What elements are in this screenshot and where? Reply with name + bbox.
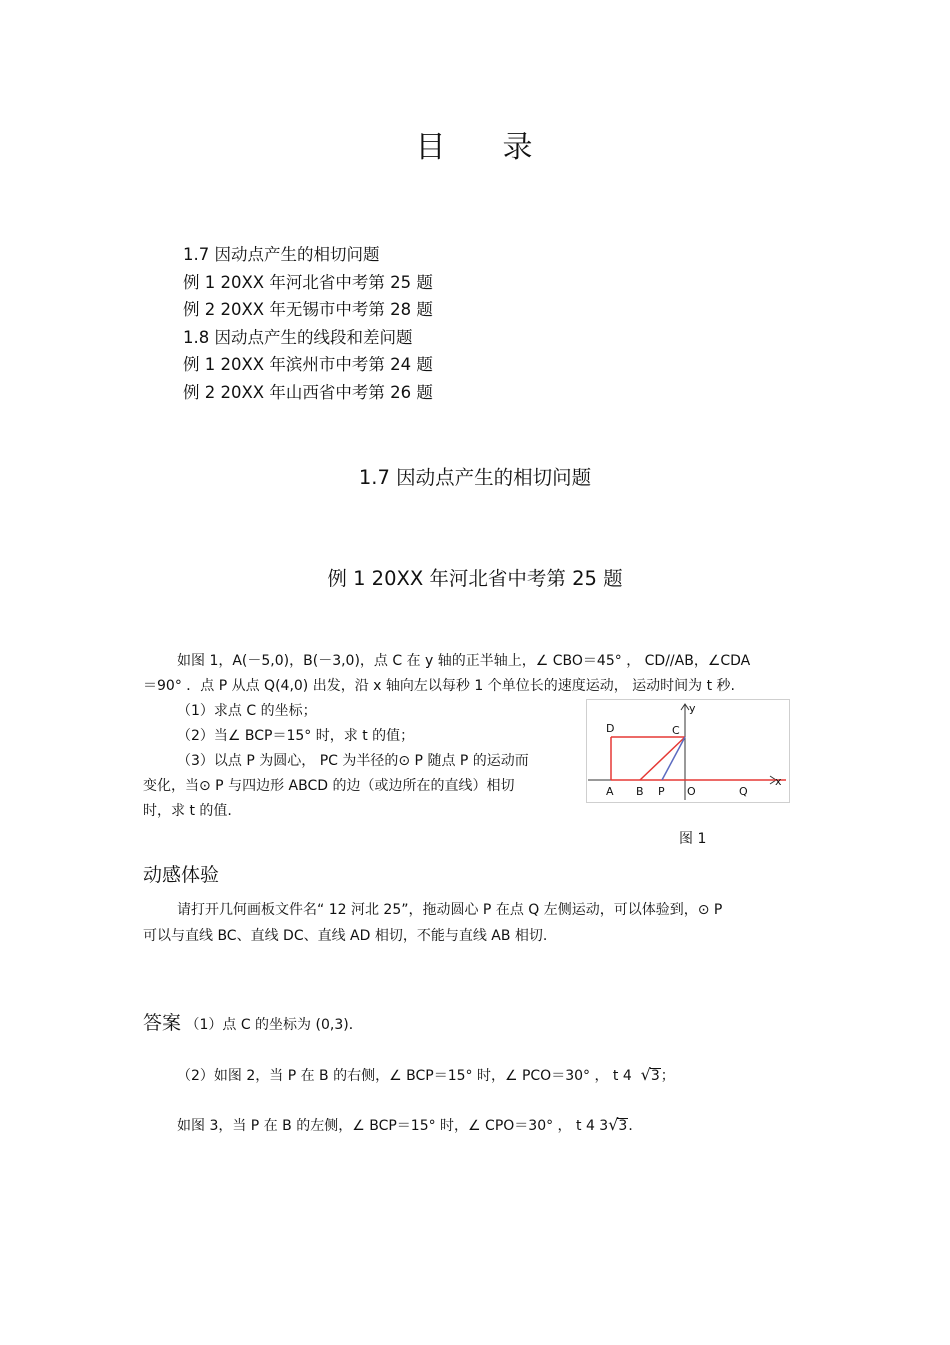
toc-item[interactable]: 例 2 20XX 年无锡市中考第 28 题 [183, 300, 433, 319]
example-title: 例 1 20XX 年河北省中考第 25 题 [327, 567, 623, 590]
toc-list [183, 241, 433, 406]
question-3-line-3: 时，求 t 的值. [143, 803, 232, 819]
toc-item[interactable]: 例 2 20XX 年山西省中考第 26 题 [183, 382, 433, 402]
experience-line-2: 可以与直线 BC、直线 DC、直线 AD 相切，不能与直线 AB 相切. [143, 928, 548, 944]
answer-3-text: 如图 3，当 P 在 B 的左侧，∠ BCP＝15° 时，∠ CPO＝30° ， t 4 3 [177, 1118, 609, 1134]
experience-heading: 动感体验 [143, 864, 220, 886]
side-BC [640, 737, 685, 780]
question-3-line-1: （3）以点 P 为圆心， PC 为半径的⊙ P 随点 P 的运动而 [177, 753, 529, 769]
answer-2-end: ； [660, 1068, 675, 1084]
label-Q: Q [739, 785, 748, 798]
label-B: B [636, 785, 644, 798]
toc-item[interactable]: 1.8 因动点产生的线段和差问题 [183, 327, 413, 347]
answer-2-text: （2）如图 2，当 P 在 B 的右侧，∠ BCP＝15° 时，∠ PCO＝30° ， t 4 [177, 1068, 632, 1084]
segment-PC [662, 737, 685, 780]
toc-item[interactable]: 例 1 20XX 年河北省中考第 25 题 [183, 272, 433, 292]
label-P: P [658, 785, 665, 798]
answer-3-radicand: 3 [618, 1118, 628, 1134]
question-1: （1）求点 C 的坐标； [177, 703, 317, 719]
answer-3 [177, 1112, 642, 1139]
section-title: 1.7 因动点产生的相切问题 [358, 466, 592, 489]
label-O: O [687, 785, 696, 798]
answer-heading: 答案 [143, 1012, 182, 1034]
label-x: x [775, 775, 782, 788]
toc-item[interactable]: 例 1 20XX 年滨州市中考第 24 题 [183, 355, 433, 374]
label-D: D [606, 722, 615, 735]
answer-1: （1）点 C 的坐标为 (0,3)． [185, 1017, 363, 1033]
question-2: （2）当∠ BCP＝15° 时，求 t 的值； [177, 728, 415, 744]
experience-line-1: 请打开几何画板文件名“ 12 河北 25”，拖动圆心 P 在点 Q 左侧运动，可以体验到，⊙ P [177, 902, 723, 918]
answer-2-radicand: 3 [650, 1068, 660, 1084]
answer-line-1 [143, 1010, 363, 1038]
sqrt-icon: √ [640, 1065, 651, 1084]
toc-title [0, 122, 950, 166]
answer-2 [177, 1062, 675, 1089]
label-A: A [606, 785, 614, 798]
figure-1 [586, 699, 790, 803]
label-C: C [672, 724, 680, 737]
toc-title-part1: 目 [415, 130, 448, 165]
toc-title-part2: 录 [502, 130, 535, 165]
answer-3-end: ． [628, 1118, 643, 1134]
sqrt-icon: √ [608, 1115, 619, 1134]
problem-line-1: 如图 1，A(－5,0)，B(－3,0)，点 C 在 y 轴的正半轴上，∠ CBO＝45° ， CD//AB，∠CDA [177, 653, 751, 669]
toc-item[interactable]: 1.7 因动点产生的相切问题 [183, 245, 380, 264]
label-y: y [689, 702, 696, 715]
figure-caption: 图 1 [679, 831, 707, 847]
problem-line-2: ＝90° ．点 P 从点 Q(4,0) 出发，沿 x 轴向左以每秒 1 个单位长的速度运动， 运动时间为 t 秒. [143, 678, 735, 694]
question-3-line-2: 变化，当⊙ P 与四边形 ABCD 的边（或边所在的直线）相切 [143, 778, 515, 794]
